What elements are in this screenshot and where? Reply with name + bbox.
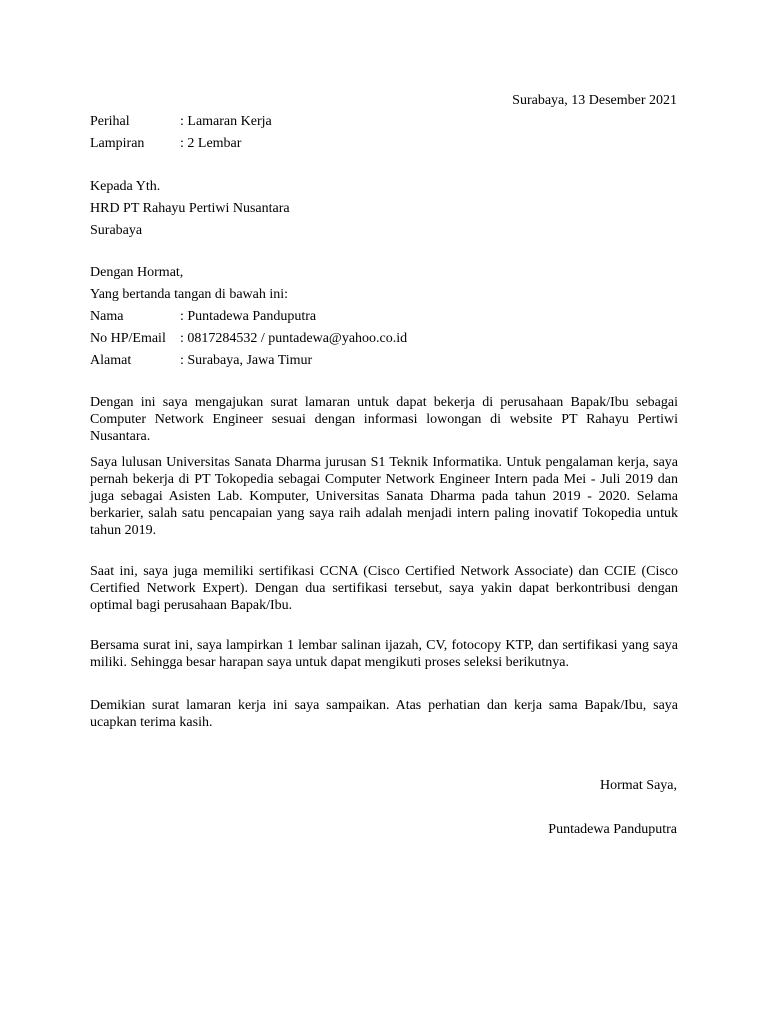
perihal-label: Perihal xyxy=(90,114,130,129)
recipient-company: HRD PT Rahayu Pertiwi Nusantara xyxy=(90,201,290,216)
nama-label: Nama xyxy=(90,309,124,324)
alamat-label: Alamat xyxy=(90,353,132,368)
alamat-row xyxy=(90,350,678,372)
kontak-label: No HP/Email xyxy=(90,331,166,346)
closing-salutation: Hormat Saya, xyxy=(600,778,677,793)
body-paragraph-5: Demikian surat lamaran kerja ini saya sampaikan. Atas perhatian dan kerja sama Bapak/Ibu, saya ucapkan terima kasih. xyxy=(90,698,678,730)
lampiran-value: : 2 Lembar xyxy=(180,136,242,151)
nama-value: : Puntadewa Panduputra xyxy=(180,309,317,324)
perihal-value: : Lamaran Kerja xyxy=(180,114,272,129)
body-paragraph-2: Saya lulusan Universitas Sanata Dharma jurusan S1 Teknik Informatika. Untuk pengalaman kerja, saya pernah bekerja di PT Tokopedia sebagai Computer Network Engineer Intern pada Mei - Juli 2019 dan juga sebagai Asisten Lab. Komputer, Universitas Sanata Dharma pada tahun 2019 - 2020. Selama berkarier, salah satu pencapaian yang saya raih adalah menjadi intern paling inovatif Tokopedia untuk tahun 2019. xyxy=(90,455,678,538)
lampiran-row xyxy=(90,133,678,155)
recipient-block xyxy=(90,176,678,242)
perihal-row xyxy=(90,111,678,133)
subject-block xyxy=(90,111,678,155)
alamat-value: : Surabaya, Jawa Timur xyxy=(180,353,313,368)
nama-row xyxy=(90,306,678,328)
body-paragraph-4: Bersama surat ini, saya lampirkan 1 lembar salinan ijazah, CV, fotocopy KTP, dan sertifikasi yang saya miliki. Sehingga besar harapan saya untuk dapat mengikuti proses seleksi berikutnya. xyxy=(90,638,678,670)
letter-date: Surabaya, 13 Desember 2021 xyxy=(512,93,677,108)
recipient-greeting: Kepada Yth. xyxy=(90,179,161,194)
salutation: Dengan Hormat, xyxy=(90,265,184,280)
kontak-value: : 0817284532 / puntadewa@yahoo.co.id xyxy=(180,331,408,346)
body-paragraph-1: Dengan ini saya mengajukan surat lamaran untuk dapat bekerja di perusahaan Bapak/Ibu sebagai Computer Network Engineer sesuai dengan informasi lowongan di website PT Rahayu Pertiwi Nusantara. xyxy=(90,395,678,444)
intro-line: Yang bertanda tangan di bawah ini: xyxy=(90,287,289,302)
body-paragraph-3: Saat ini, saya juga memiliki sertifikasi CCNA (Cisco Certified Network Associate) dan CCIE (Cisco Certified Network Expert). Dengan dua sertifikasi tersebut, saya yakin dapat berkontribusi dengan optimal bagi perusahaan Bapak/Ibu. xyxy=(90,564,678,613)
applicant-block xyxy=(90,262,678,372)
recipient-city: Surabaya xyxy=(90,223,143,238)
lampiran-label: Lampiran xyxy=(90,136,145,151)
kontak-row xyxy=(90,328,678,350)
signer-name: Puntadewa Panduputra xyxy=(548,822,677,837)
